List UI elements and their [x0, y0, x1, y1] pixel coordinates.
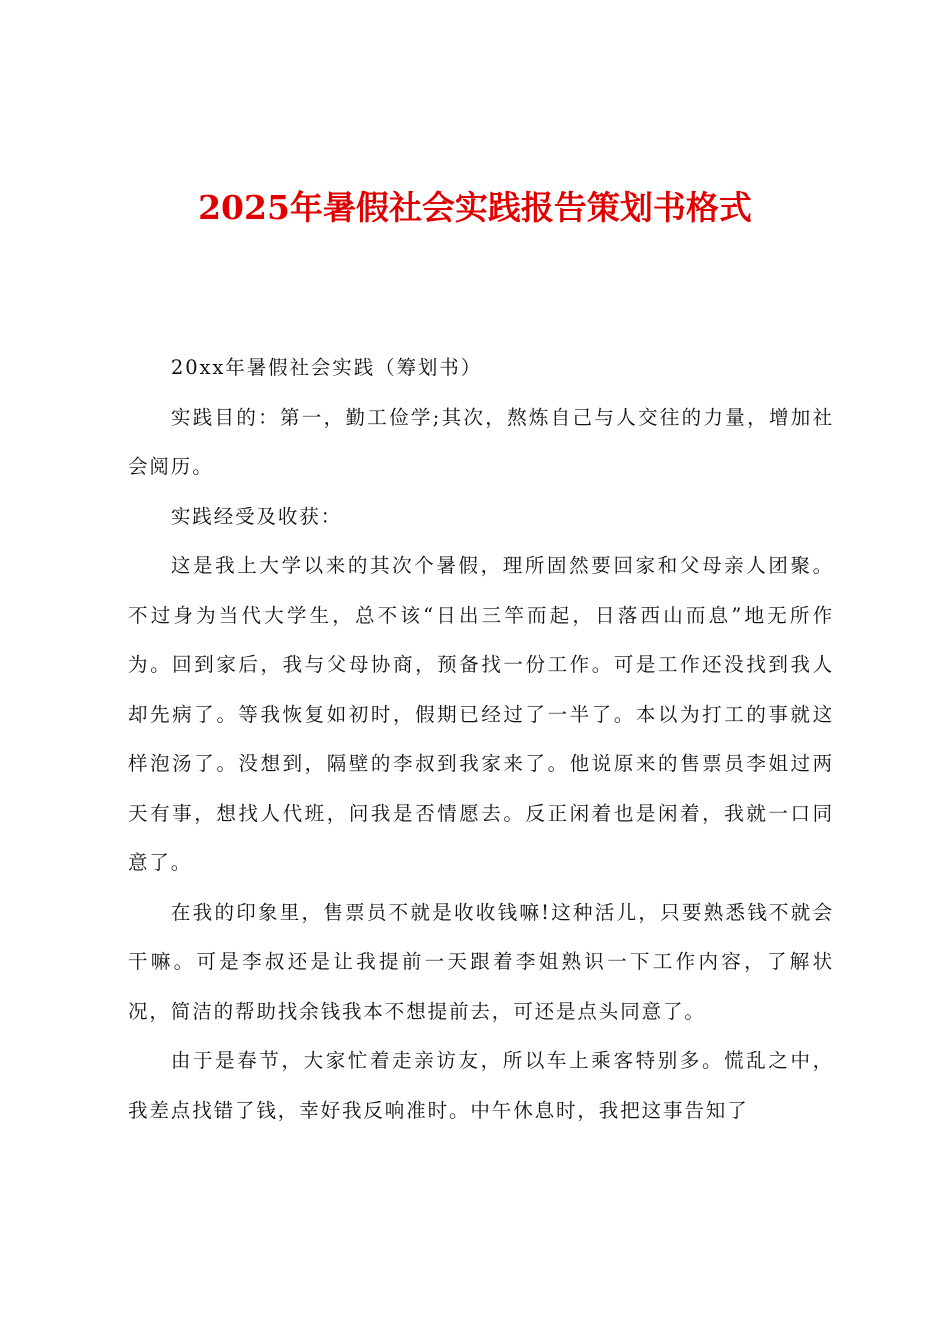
- document-body: [128, 343, 834, 1135]
- paragraph-body-1: 这是我上大学以来的其次个暑假，理所固然要回家和父母亲人团聚。不过身为当代大学生，总不该“日出三竿而起，日落西山而息”地无所作为。回到家后，我与父母协商，预备找一份工作。可是工作还没找到我人却先病了。等我恢复如初时，假期已经过了一半了。本以为打工的事就这样泡汤了。没想到，隔壁的李叔到我家来了。他说原来的售票员李姐过两天有事，想找人代班，问我是否情愿去。反正闲着也是闲着，我就一口同意了。: [128, 554, 834, 874]
- document-title: 2025年暑假社会实践报告策划书格式: [198, 188, 752, 227]
- paragraph-heading: 20xx年暑假社会实践（筹划书）: [170, 356, 483, 379]
- paragraph-body-2: 在我的印象里，售票员不就是收收钱嘛!这种活儿，只要熟悉钱不就会干嘛。可是李叔还是让我提前一天跟着李姐熟识一下工作内容，了解状况，简洁的帮助找余钱我本不想提前去，可还是点头同意了。: [128, 900, 834, 1023]
- paragraph-body-3: 由于是春节，大家忙着走亲访友，所以车上乘客特别多。慌乱之中，我差点找错了钱，幸好我反响准时。中午休息时，我把这事告知了: [128, 1049, 834, 1122]
- paragraph-purpose: 实践目的：第一，勤工俭学;其次，熬炼自己与人交往的力量，增加社会阅历。: [128, 405, 834, 478]
- paragraph-experience-heading: 实践经受及收获：: [170, 504, 343, 528]
